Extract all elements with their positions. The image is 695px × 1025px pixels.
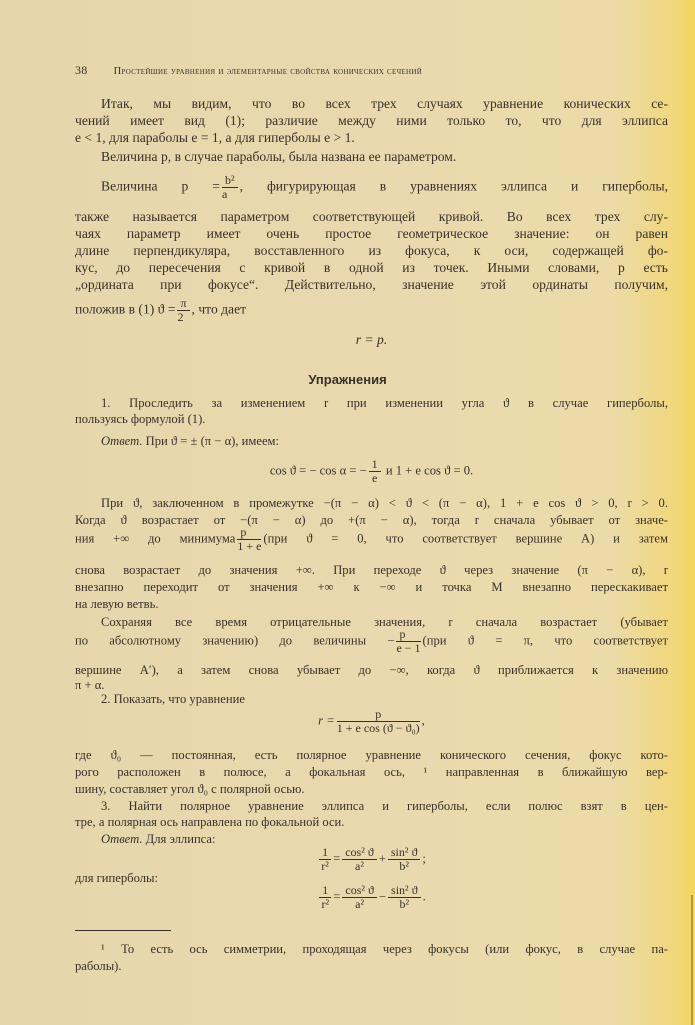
denominator: r² [321, 859, 329, 873]
fraction [396, 628, 420, 655]
fraction [369, 458, 381, 485]
formula-line [75, 458, 668, 485]
text-line: также называется параметром соответствующей кривой. Во всех трех слу- [75, 209, 668, 224]
text: Величина p = [101, 178, 220, 194]
footnote-line: раболы). [75, 959, 122, 973]
numerator: cos² ϑ [342, 884, 377, 898]
text-line: кус, до пересечения с кривой в одной из точек. Иными словами, p есть [75, 260, 668, 275]
text-line: π + α. [75, 678, 105, 692]
text-line: Когда ϑ возрастает от −(π − α) до +(π − α), тогда r сначала убывает от значе- [75, 513, 668, 527]
fraction [222, 174, 238, 201]
denominator: e − 1 [396, 641, 421, 655]
numerator: sin² ϑ [388, 884, 421, 898]
text: по абсолютному значению) до величины − [75, 633, 395, 648]
fraction [337, 708, 420, 735]
denominator: 1 + e [237, 539, 262, 553]
text: ; [422, 851, 426, 866]
numerator: p [337, 708, 420, 722]
text: , что дает [191, 301, 247, 317]
formula-line [75, 628, 668, 655]
text: , [421, 713, 425, 728]
text-line: При ϑ, заключенном в промежутке −(π − α) < ϑ < (π − α), 1 + e cos ϑ > 0, r > 0. [101, 496, 668, 510]
denominator: a² [355, 859, 364, 873]
text-line: длине перпендикуляра, восставленного из фокуса, к оси, содержащей фо- [75, 243, 668, 258]
answer-label: Ответ. [101, 832, 143, 846]
denominator: e [372, 471, 378, 485]
section-title: Упражнения [308, 372, 387, 387]
text-line: пользуясь формулой (1). [75, 412, 206, 426]
denominator: a² [355, 897, 365, 911]
text-line: 3. Найти полярное уравнение эллипса и гиперболы, если полюс взят в цен- [101, 799, 668, 813]
denominator: a [221, 187, 228, 201]
denominator: 1 + e cos (ϑ − ϑ₀) [336, 721, 420, 735]
fraction [342, 846, 377, 873]
answer-line [101, 433, 668, 450]
numerator: sin² ϑ [388, 846, 421, 860]
denominator: r² [321, 897, 330, 911]
numerator: p [237, 526, 261, 540]
fraction [388, 884, 421, 911]
text: (при ϑ = 0, что соответствует вершине A) и затем [263, 531, 668, 546]
text-line: вершине A′), а затем снова убывает до −∞, когда ϑ приближается к значению [75, 663, 668, 677]
numerator: 1 [369, 458, 381, 472]
text: (при ϑ = π, что соответствует [422, 633, 668, 648]
text: − [378, 889, 387, 904]
running-header [75, 63, 655, 78]
numerator: π [177, 297, 189, 311]
text: = [333, 889, 341, 904]
denominator: b² [399, 897, 410, 911]
text-line: „ордината при фокусе“. Действительно, значение этой ординаты получим, [75, 277, 668, 292]
page-number: 38 [75, 63, 88, 77]
text-line: шину, составляет угол ϑ₀ с полярной осью. [75, 782, 305, 796]
hyperbola-equation [75, 884, 668, 911]
text: cos ϑ = − cos α = − [269, 463, 367, 478]
text-line: чаях параметр имеет очень простое геометрическое значение: он равен [75, 226, 668, 241]
text: положив в (1) ϑ = [75, 301, 176, 317]
fraction [388, 846, 421, 873]
numerator: p [396, 628, 420, 642]
running-title: Простейшие уравнения и элементарные свойства конических сечений [113, 66, 423, 77]
denominator: b² [399, 859, 409, 873]
text-line: где ϑ₀ — постоянная, есть полярное уравнение конического сечения, фокус кото- [75, 748, 668, 762]
text-line: тре, а полярная ось направлена по фокальной оси. [75, 815, 345, 829]
text: ния +∞ до минимума [75, 531, 236, 546]
text: Для эллипса: [145, 832, 216, 846]
text: + [378, 851, 386, 866]
fraction [237, 526, 261, 553]
denominator: 2 [177, 310, 184, 324]
page-edge [691, 895, 693, 1025]
footnote-divider [75, 930, 171, 931]
fraction [177, 297, 189, 324]
text-line: 1. Проследить за изменением r при изменении угла ϑ в случае гиперболы, [101, 396, 668, 410]
fraction [342, 884, 377, 911]
footnote-line: ¹ То есть ось симметрии, проходящая через фокусы (или фокус, в случае па- [101, 942, 668, 956]
text-line: чений имеет вид (1); различие между ними только то, что для эллипса [75, 113, 668, 128]
text-line: Величина p, в случае параболы, была названа ее параметром. [101, 149, 457, 164]
formula-line [75, 708, 668, 735]
numerator: b² [222, 174, 238, 188]
text: = [333, 851, 341, 866]
formula-line [75, 297, 668, 324]
fraction [319, 884, 331, 911]
text: При ϑ = ± (π − α), имеем: [145, 434, 280, 448]
text: r = [318, 713, 335, 728]
text-line: 2. Показать, что уравнение [101, 692, 245, 706]
text: и 1 + e cos ϑ = 0. [385, 463, 474, 478]
fraction [319, 846, 331, 873]
text-line: на левую ветвь. [75, 597, 159, 611]
answer-label: Ответ. [101, 434, 143, 448]
text-line: Итак, мы видим, что во всех трех случаях уравнение конических се- [101, 96, 668, 111]
ellipse-equation [75, 846, 668, 873]
text-line: снова возрастает до значения +∞. При переходе ϑ через значение (π − α), r [75, 563, 668, 577]
text: , фигурирующая в уравнениях эллипса и гиперболы, [239, 178, 668, 194]
numerator: 1 [319, 884, 331, 898]
formula-line [75, 526, 668, 553]
text-line: для гиперболы: [75, 871, 158, 885]
formula-line [101, 174, 668, 201]
numerator: cos² ϑ [342, 846, 377, 860]
numerator: 1 [319, 846, 331, 860]
text-line: Сохраняя все время отрицательные значения, r сначала возрастает (убывает [101, 615, 668, 629]
equation-r-equals-p: r = p. [355, 332, 388, 347]
text: . [422, 889, 426, 904]
text-line: рого расположен в полюсе, а фокальная ось, ¹ направленная в ближайшую вер- [75, 765, 668, 779]
text-line: внезапно переходит от значения +∞ к −∞ и точка M внезапно перескакивает [75, 580, 668, 594]
text-line: e < 1, для параболы e = 1, а для гиперболы e > 1. [75, 130, 355, 145]
